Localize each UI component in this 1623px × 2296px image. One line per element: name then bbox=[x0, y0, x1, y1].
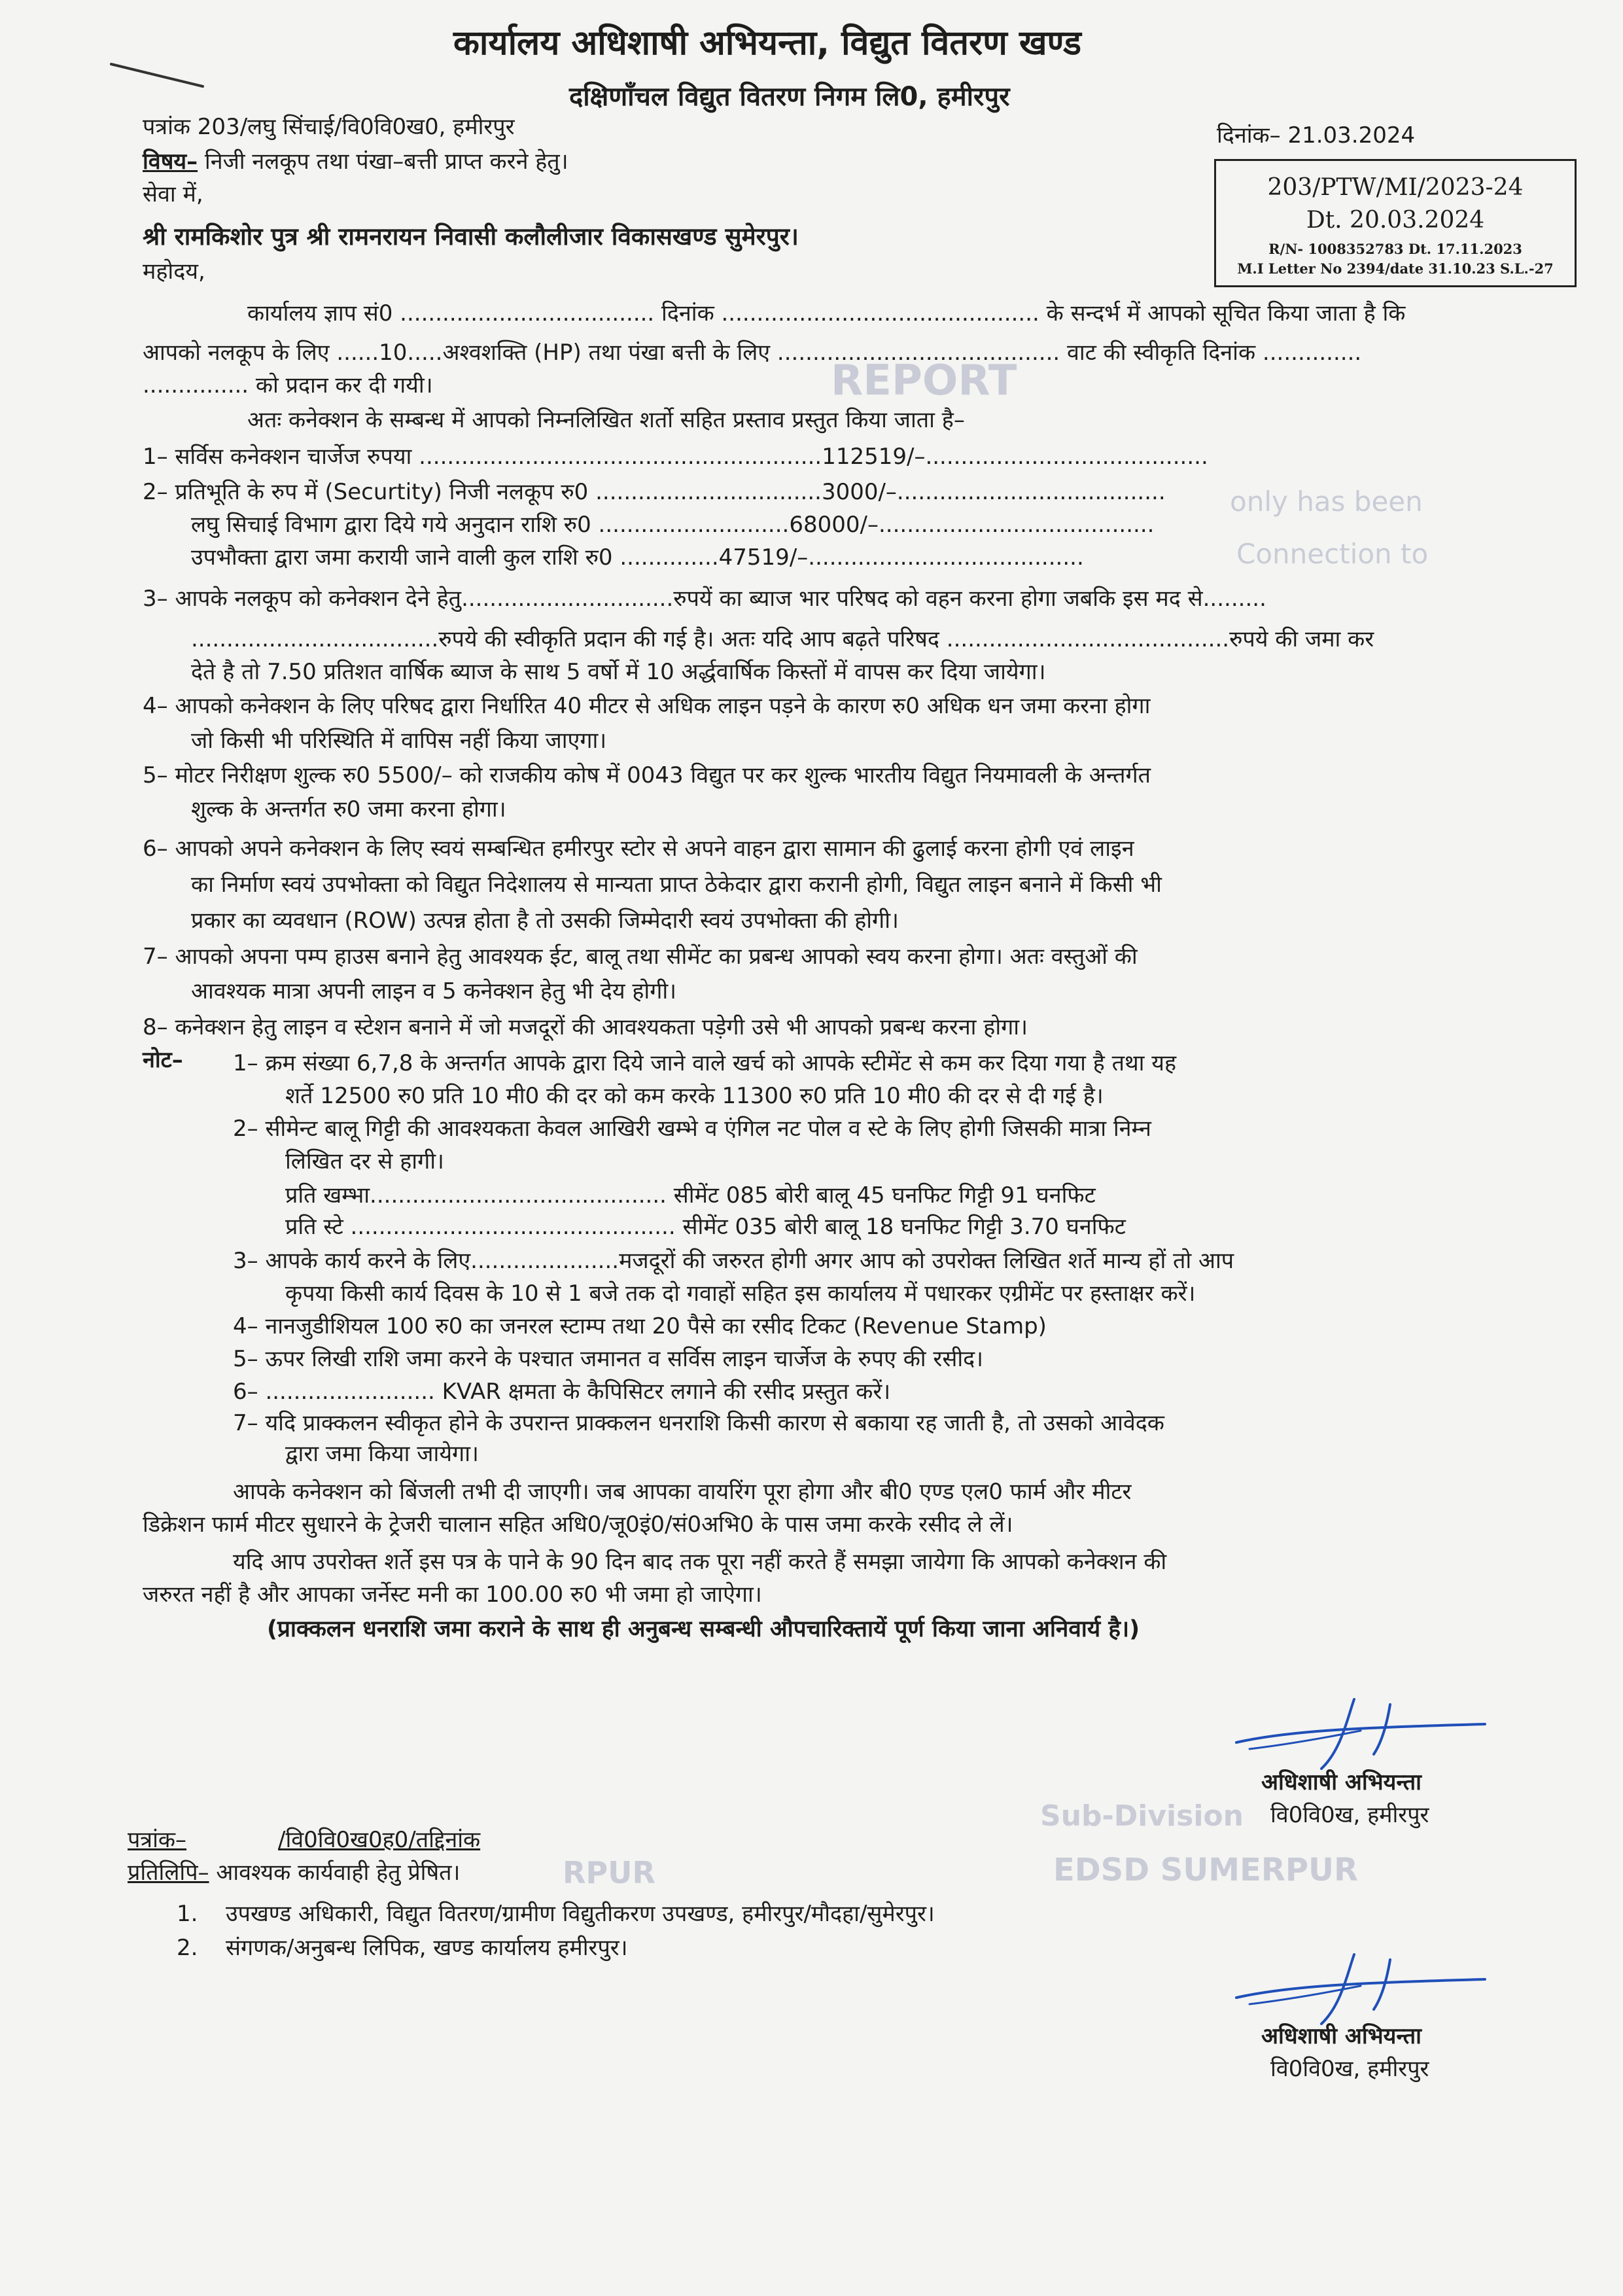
office-title: कार्यालय अधिशाषी अभियन्ता, विद्युत वितरण खण्ड bbox=[453, 24, 1082, 63]
copy-reference bbox=[128, 1826, 480, 1854]
condition-1: 1– सर्विस कनेक्शन चार्जेज रुपया .........................................................112519/–........................................ bbox=[143, 444, 1208, 470]
note-4: 4– नानजुडीशियल 100 रु0 का जनरल स्टाम्प तथा 20 पैसे का रसीद टिकट (Revenue Stamp) bbox=[233, 1313, 1047, 1339]
addressee: श्री रामकिशोर पुत्र श्री रामनरायन निवासी कलौलीजार विकासखण्ड सुमेरपुर। bbox=[143, 222, 799, 251]
pen-mark-icon bbox=[105, 52, 216, 92]
condition-8: 8– कनेक्शन हेतु लाइन व स्टेशन बनाने में जो मजदूरों की आवश्यकता पड़ेगी उसे भी आपको प्रबन्ध करना होगा। bbox=[143, 1014, 1028, 1040]
closing-line: डिक्रेशन फार्म मीटर सुधारने के ट्रेजरी चालान सहित अधि0/जू0इं0/सं0अभि0 के पास जमा करके रसीद ले लें। bbox=[143, 1511, 1013, 1538]
signatory-title: अधिशाषी अभियन्ता bbox=[1261, 2023, 1422, 2049]
show-through-text: REPORT bbox=[831, 357, 1017, 405]
seva-me: सेवा में, bbox=[143, 181, 203, 207]
note-2-stay: प्रति स्टे .............................................. सीमेंट 035 बोरी बालू 18 घनफिट गिट्टी 3.70 घनफिट bbox=[285, 1214, 1126, 1240]
note-label: नोट– bbox=[143, 1047, 183, 1073]
subject-label: विषय– bbox=[143, 149, 198, 175]
condition-4: 4– आपको कनेक्शन के लिए परिषद द्वारा निर्धारित 40 मीटर से अधिक लाइन पड़ने के कारण रु0 अधिक धन जमा करना होगा bbox=[143, 693, 1151, 719]
show-through-text: Connection to bbox=[1236, 538, 1429, 570]
stamp-rn-line: R/N- 1008352783 Dt. 17.11.2023 bbox=[1268, 241, 1522, 257]
copy-item: संगणक/अनुबन्ध लिपिक, खण्ड कार्यालय हमीरपुर। bbox=[226, 1935, 628, 1961]
note-2-pole: प्रति खम्भा.......................................... सीमेंट 085 बोरी बालू 45 घनफिट गिट्टी 91 घनफिट bbox=[285, 1182, 1096, 1209]
show-through-text: RPUR bbox=[563, 1855, 655, 1890]
show-through-text: only has been bbox=[1230, 486, 1423, 518]
salutation: महोदय, bbox=[143, 258, 205, 285]
signatory-title: अधिशाषी अभियन्ता bbox=[1261, 1769, 1422, 1795]
condition-6-line: प्रकार का व्यवधान (ROW) उत्पन्न होता है तो उसकी जिम्मेदारी स्वयं उपभोक्ता की होगी। bbox=[191, 908, 899, 934]
note-6: 6– ........................ KVAR क्षमता के कैपिसिटर लगाने की रसीद प्रस्तुत करें। bbox=[233, 1379, 891, 1405]
note-7: 7– यदि प्राक्कलन स्वीकृत होने के उपरान्त प्राक्कलन धनराशि किसी कारण से बकाया रह जाती है, तो उसको आवेदक bbox=[233, 1410, 1164, 1436]
signatory-office: वि0वि0ख, हमीरपुर bbox=[1270, 1802, 1429, 1828]
condition-6: 6– आपको अपने कनेक्शन के लिए स्वयं सम्बन्धित हमीरपुर स्टोर से अपने वाहन द्वारा सामान की ढुलाई करना होगी एवं लाइन bbox=[143, 836, 1134, 862]
condition-7-line: आवश्यक मात्रा अपनी लाइन व 5 कनेक्शन हेतु भी देय होगी। bbox=[191, 978, 677, 1004]
subject-line bbox=[143, 147, 568, 176]
reference-stamp-box bbox=[1214, 159, 1577, 287]
copy-to-line bbox=[128, 1858, 460, 1887]
note-1: 1– क्रम संख्या 6,7,8 के अन्तर्गत आपके द्वारा दिये जाने वाले खर्च को आपके स्टीमेंट से कम कर दिया गया है तथा यह bbox=[233, 1050, 1177, 1076]
body-line: कार्यालय ज्ञाप सं0 .................................... दिनांक ............................................. के सन्दर्भ में आपको सूचित किया जाता है कि bbox=[247, 300, 1406, 327]
copy-label: प्रतिलिपि– bbox=[128, 1860, 209, 1886]
mandatory-note: (प्राक्कलन धनराशि जमा कराने के साथ ही अनुबन्ध सम्बन्धी औपचारिक्तायें पूर्ण किया जाना अनिवार्य है।) bbox=[267, 1616, 1140, 1642]
subject-text: निजी नलकूप तथा पंखा–बत्ती प्राप्त करने हेतु। bbox=[204, 149, 568, 175]
copy-item-number: 2. bbox=[177, 1935, 198, 1961]
body-line: ............... को प्रदान कर दी गयी। bbox=[143, 372, 433, 398]
signature-image bbox=[1210, 1691, 1498, 1776]
note-7-line: द्वारा जमा किया जायेगा। bbox=[285, 1441, 479, 1467]
stamp-date-line: Dt. 20.03.2024 bbox=[1306, 207, 1485, 234]
condition-3: 3– आपके नलकूप को कनेक्शन देने हेतु..............................रुपयें का ब्याज भार परिषद को वहन करना होगा जबकि इस मद से......... bbox=[143, 586, 1266, 612]
signatory-office: वि0वि0ख, हमीरपुर bbox=[1270, 2056, 1429, 2082]
note-2-line: लिखित दर से हागी। bbox=[285, 1148, 444, 1174]
note-3: 3– आपके कार्य करने के लिए.....................मजदूरों की जरुरत होगी अगर आप को उपरोक्त लिखित शर्ते मान्य हों तो आप bbox=[233, 1248, 1234, 1274]
copy-item: उपखण्ड अधिकारी, विद्युत वितरण/ग्रामीण विद्युतीकरण उपखण्ड, हमीरपुर/मौदहा/सुमेरपुर। bbox=[226, 1901, 935, 1927]
stamp-letter-line: M.I Letter No 2394/date 31.10.23 S.L.-27 bbox=[1237, 260, 1554, 277]
show-through-text: Sub-Division bbox=[1040, 1799, 1244, 1833]
copy-item-number: 1. bbox=[177, 1901, 198, 1927]
corporation-name: दक्षिणाँचल विद्युत वितरण निगम लि0, हमीरपुर bbox=[569, 82, 1010, 112]
condition-7: 7– आपको अपना पम्प हाउस बनाने हेतु आवश्यक ईट, बालू तथा सीमेंट का प्रबन्ध आपको स्वय करना होगा। अतः वस्तुओं की bbox=[143, 944, 1138, 970]
condition-2-total: उपभौक्ता द्वारा जमा करायी जाने वाली कुल राशि रु0 ..............47519/–....................................... bbox=[191, 544, 1084, 571]
closing-line: आपके कनेक्शन को बिंजली तभी दी जाएगी। जब आपका वायरिंग पूरा होगा और बी0 एण्ड एल0 फार्म और मीटर bbox=[233, 1479, 1132, 1505]
body-line: आपको नलकूप के लिए ......10.....अश्वशक्ति (HP) तथा पंखा बत्ती के लिए ........................................ वाट की स्वीकृति दिनांक .............. bbox=[143, 340, 1362, 366]
show-through-text: EDSD SUMERPUR bbox=[1053, 1852, 1358, 1888]
signature-image bbox=[1210, 1947, 1498, 2032]
condition-6-line: का निर्माण स्वयं उपभोक्ता को विद्युत निदेशालय से मान्यता प्राप्त ठेकेदार द्वारा करानी होगी, विद्युत लाइन बनाने में किसी भी bbox=[191, 872, 1162, 898]
body-line: अतः कनेक्शन के सम्बन्ध में आपको निम्नलिखित शर्तो सहित प्रस्ताव प्रस्तुत किया जाता है– bbox=[247, 407, 965, 433]
copy-ref-label: पत्रांक– bbox=[128, 1827, 186, 1853]
note-3-line: कृपया किसी कार्य दिवस के 10 से 1 बजे तक दो गवाहों सहित इस कार्यालय में पधारकर एग्रीमेंट पर हस्ताक्षर करें। bbox=[285, 1280, 1196, 1307]
condition-2: 2– प्रतिभूति के रुप में (Securtity) निजी नलकूप रु0 ................................3000/–...................................... bbox=[143, 479, 1166, 505]
stamp-ref-line: 203/PTW/MI/2023-24 bbox=[1267, 174, 1524, 201]
condition-3-line: ...................................रुपये की स्वीकृति प्रदान की गई है। अतः यदि आप बढ़ते परिषद ........................................रुपये की जमा कर bbox=[191, 626, 1374, 652]
note-2: 2– सीमेन्ट बालू गिट्टी की आवश्यकता केवल आखिरी खम्भे व एंगिल नट पोल व स्टे के लिए होगी जिसकी मात्रा निम्न bbox=[233, 1116, 1151, 1142]
closing-line: यदि आप उपरोक्त शर्ते इस पत्र के पाने के 90 दिन बाद तक पूरा नहीं करते हैं समझा जायेगा कि आपको कनेक्शन की bbox=[233, 1549, 1167, 1575]
condition-3-line: देते है तो 7.50 प्रतिशत वार्षिक ब्याज के साथ 5 वर्षो में 10 अर्द्धवार्षिक किस्तों में वापस कर दिया जायेगा। bbox=[191, 659, 1046, 685]
condition-2-subsidy: लघु सिचाई विभाग द्वारा दिये गये अनुदान राशि रु0 ...........................68000/–....................................... bbox=[191, 512, 1155, 538]
condition-5: 5– मोटर निरीक्षण शुल्क रु0 5500/– को राजकीय कोष में 0043 विद्युत पर कर शुल्क भारतीय विद्युत नियमावली के अन्तर्गत bbox=[143, 762, 1151, 788]
condition-4-line: जो किसी भी परिस्थिति में वापिस नहीं किया जाएगा। bbox=[191, 728, 607, 754]
copy-label-rest: आवश्यक कार्यवाही हेतु प्रेषित। bbox=[216, 1860, 461, 1886]
closing-line: जरुरत नहीं है और आपका जर्नेस्ट मनी का 100.00 रु0 भी जमा हो जाऐगा। bbox=[143, 1581, 762, 1608]
reference-number: पत्रांक 203/लघु सिंचाई/वि0वि0ख0, हमीरपुर bbox=[143, 114, 515, 140]
note-5: 5– ऊपर लिखी राशि जमा करने के पश्चात जमानत व सर्विस लाइन चार्जेज के रुपए की रसीद। bbox=[233, 1346, 984, 1372]
condition-5-line: शुल्क के अन्तर्गत रु0 जमा करना होगा। bbox=[191, 796, 506, 822]
note-1-line: शर्ते 12500 रु0 प्रति 10 मी0 की दर को कम करके 11300 रु0 प्रति 10 मी0 की दर से दी गई है। bbox=[285, 1083, 1104, 1109]
copy-ref-rest: /वि0वि0ख0ह0/तद्दिनांक bbox=[278, 1827, 481, 1853]
letter-date: दिनांक– 21.03.2024 bbox=[1217, 122, 1416, 149]
